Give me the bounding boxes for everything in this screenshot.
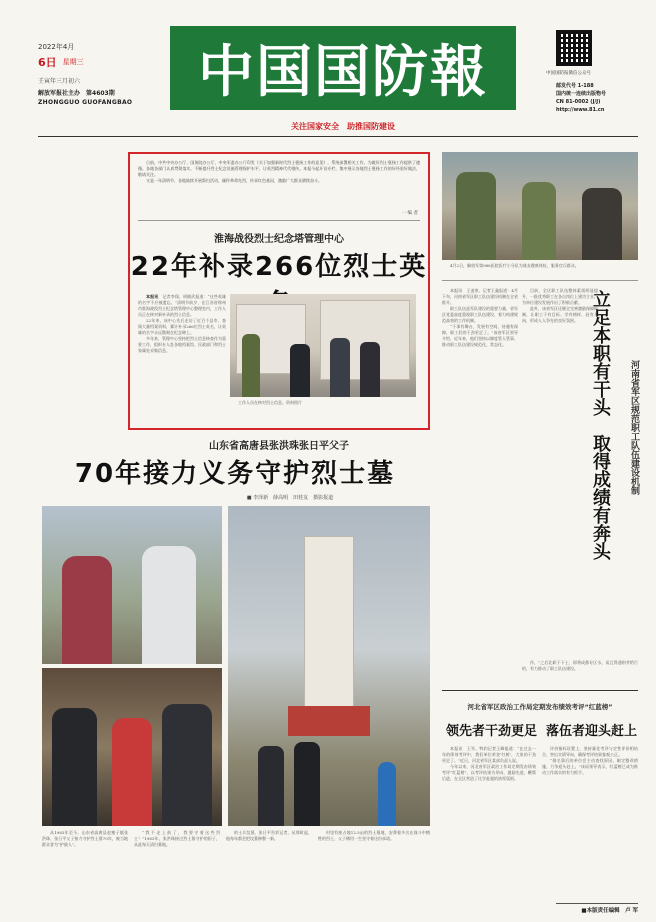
right-body-col-2: 目前，全区职工队伍整体素质明显提升，一批优秀职工在各自岗位上建功立业，为单位建设发展作出了积极贡献。 此外，该省军区还健全完善激励保障机制，让职工干有目标、学有榜样、赶有方向，形成人人争先的良好氛围。 [522, 288, 598, 323]
lead-story-frame [128, 152, 430, 430]
date-day: 6日 [38, 56, 57, 69]
right-photo [442, 152, 638, 260]
lead-photo-caption: 工作人员在核对烈士信息。资料图片 [238, 400, 302, 405]
second-body-col-1: 从1963年至今，山东省高唐县赵寨子镇张洪珠、张日平父子接力守护烈士墓70年，被当地群众誉为“护陵人”。 [42, 830, 128, 847]
editor-box: ■本版责任编辑 卢 军 [556, 903, 638, 914]
right-caption-lead: 4月2日，解放军第988医院医疗小分队为战友 [450, 263, 531, 268]
title-banner [170, 26, 516, 110]
second-body-col-2: “我不走上前了，我要守着这些烈士！”1963年，张洪珠接过烈士墓守护的担子，从此每天清扫墓地。 [134, 830, 220, 847]
newspaper-title: 中国国防報 [198, 39, 488, 105]
lead-byline: 本报讯 [146, 294, 159, 299]
right-photo-caption: 4月2日，解放军第988医院医疗小分队为战友健康体检，服务官兵群众。 [450, 263, 579, 268]
lunar-date: 壬寅年三月初六 [38, 78, 81, 85]
pinyin-title: ZHONGGUO GUOFANGBAO [38, 99, 133, 106]
masthead-divider [38, 136, 638, 137]
bottom-right-top-rule [442, 690, 638, 691]
lead-photo [230, 294, 416, 397]
bottom-right-body-col-1: 本报讯 王军、特约记者王峰报道：“在过去一年的绩效考评中，我们单位荣登‘红榜’，大家的干劲更足了。”近日，河北省军区某部负责人说。 今年以来，河北省军区政治工作局定期发布绩效考评“红蓝榜”，以考评结果为导向，激励先进、鞭策后进，在全区营造了比学赶超的浓厚氛围。 [442, 746, 536, 781]
website: http://www.81.cn [556, 107, 605, 113]
cn-code: CN 81-0002 (J/J) [556, 99, 601, 105]
right-vertical-kicker: 河南省军区规范职工队伍建设机制 [629, 360, 639, 495]
lead-body-col-1: 本报讯 记者李翔、胡晓武报道：“这些英雄的名字不应被遗忘。”清明节前夕，在江苏省徐州市淮海战役烈士纪念塔管理中心整理室内，工作人员正在核对新补录的烈士信息。 22年来，该中心先后走访了近百个县市，查阅大量档案资料，累计补录266位烈士英名，让英雄的名字永远镌刻在纪念碑上。 多年来，管理中心坚持把烈士信息核查作为重要工作，组织专人赴各地档案馆、民政部门和烈士家属处采集信息。 [138, 294, 226, 353]
bottom-right-headline-right: 落伍者迎头赶上 [546, 724, 638, 739]
date-line: 2022年4月 [38, 43, 75, 51]
publisher: 解放军报社主办 [38, 90, 81, 97]
lead-intro-text: 日前，中共中央办公厅、国务院办公厅、中央军委办公厅印发《关于加强新时代烈士褒扬工作的意见》，系统部署相关工作，为做好烈士褒扬工作提供了遵循。各地各部门认真贯彻落实，不断提升烈士纪念设施管理保护水平，让英烈精神代代相传。本报今起开设专栏，集中展示各地烈士褒扬工作的好经验好做法，敬请关注。 又是一年清明节，各地陆续开展祭扫活动，缅怀革命先烈，传承红色基因，激励广大群众赓续奋斗。 [138, 160, 420, 183]
lead-intro-divider [138, 220, 420, 221]
right-caption-divider [442, 280, 638, 281]
second-body-col-3: 的士兵坟墓，张日平告诉记者，从那时起，他每年都会把坟墓修整一新。 [226, 830, 312, 841]
second-photo-right [228, 506, 430, 826]
date-block [38, 42, 158, 106]
second-kicker: 山东省高唐县张洪珠张日平父子 [209, 441, 349, 452]
bottom-right-body-col-2: 评价指标设置上，坚持量化考评与定性评价相结合，突出实绩导向，确保考评结果客观公正。 “排名靠后的单位会主动查找原因、制定整改措施，力争迎头赶上。”该局领导表示，红蓝榜已成为推动工作落实的有力抓手。 [542, 746, 638, 775]
second-headline: 70年接力义务守护烈士墓 [74, 459, 396, 489]
lead-kicker: 淮海战役烈士纪念塔管理中心 [214, 234, 344, 245]
slogan: 关注国家安全 助推国防建设 [291, 122, 395, 131]
second-body-col-4: 村里有座占地12.5亩的烈士墓地，安葬着多名在战斗中牺牲的烈士，父子俩用一生坚守着这份承诺。 [318, 830, 430, 841]
bottom-right-headline-left: 领先者干劲更足 [446, 724, 538, 739]
cn-number: 国内统一连续出版物号 [556, 91, 607, 97]
second-byline: ■ 李泽新 薛高明 田桂友 摄影报道 [246, 495, 334, 501]
right-vertical-headline: 立足本职有干头 取得成绩有奔头 [590, 290, 611, 560]
right-body-col-3: 作，”之后北职干下士，即将成都专区水，而且得通则并给行的，有力推动了职工队伍建设。 [522, 660, 638, 671]
postal-code: 邮发代号 1-188 [556, 83, 594, 89]
weekday: 星期三 [62, 58, 84, 66]
masthead [0, 0, 656, 140]
lead-headline: 22年补录266位烈士英 [130, 252, 428, 282]
second-photo-left-bottom [42, 668, 222, 826]
qr-caption: 中国国防报微信公众号 [546, 71, 591, 76]
second-photo-left-top [42, 506, 222, 664]
bottom-right-kicker: 河北省军区政治工作局定期发布绩效考评“红蓝榜” [467, 703, 613, 711]
publication-info [556, 82, 652, 114]
right-body-col-1: 本报讯 王凌豪、记者王鑫报道：4月下旬，河南省军区职工队伍建设机制在全省推开。 职工队伍是军队建设的重要力量，省军区党委高度重视职工队伍建设，着力构建规范高效的工作机制。 “干事有舞台，发展有空间，待遇有保障，职工们的干劲更足了。”该省军区领导介绍，近年来，他们坚持以制度管人管事，推动职工队伍建设规范化、常态化。 [442, 288, 518, 347]
issue-number: 第4603期 [86, 90, 115, 97]
qr-code-icon [556, 30, 592, 66]
lead-editor-sign: 一 编 者 [401, 211, 418, 216]
